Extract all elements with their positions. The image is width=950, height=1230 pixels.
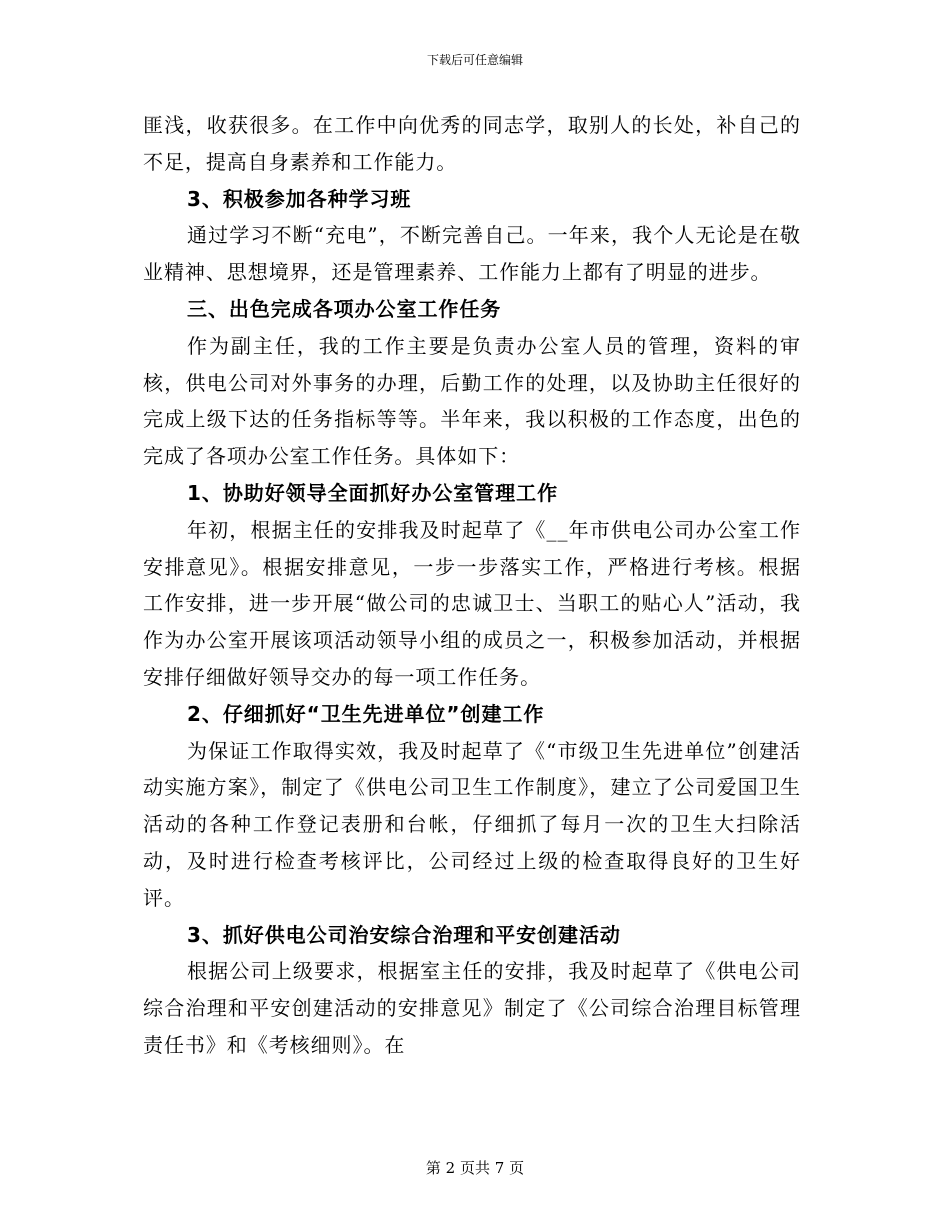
paragraph: 根据公司上级要求，根据室主任的安排，我及时起草了《供电公司综合治理和平安创建活动的安排意见》制定了《公司综合治理目标管理责任书》和《考核细则》。在 bbox=[143, 959, 801, 1057]
section-heading: 3、积极参加各种学习班 bbox=[187, 186, 412, 211]
section-heading: 三、出色完成各项办公室工作任务 bbox=[187, 296, 502, 321]
paragraph: 作为副主任，我的工作主要是负责办公室人员的管理，资料的审核，供电公司对外事务的办理，后勤工作的处理，以及协助主任很好的完成上级下达的任务指标等等。半年来，我以积极的工作态度，出色的完成了各项办公室工作任务。具体如下： bbox=[143, 333, 801, 469]
document-body bbox=[143, 107, 801, 1064]
section-heading: 1、协助好领导全面抓好办公室管理工作 bbox=[187, 480, 559, 505]
paragraph: 为保证工作取得实效，我及时起草了《“市级卫生先进单位”创建活动实施方案》，制定了《供电公司卫生工作制度》，建立了公司爱国卫生活动的各种工作登记表册和台帐，仔细抓了每月一次的卫生大扫除活动，及时进行检查考核评比，公司经过上级的检查取得良好的卫生好评。 bbox=[143, 738, 801, 910]
page-header: 下载后可任意编辑 bbox=[426, 53, 523, 67]
section-heading: 2、仔细抓好“卫生先进单位”创建工作 bbox=[187, 701, 545, 726]
page-footer: 第 2 页共 7 页 bbox=[425, 1159, 525, 1177]
paragraph: 匪浅，收获很多。在工作中向优秀的同志学，取别人的长处，补自己的不足，提高自身素养和工作能力。 bbox=[143, 113, 801, 174]
paragraph: 年初，根据主任的安排我及时起草了《__年市供电公司办公室工作安排意见》。根据安排意见，一步一步落实工作，严格进行考核。根据工作安排，进一步开展“做公司的忠诚卫士、当职工的贴心人”活动，我作为办公室开展该项活动领导小组的成员之一，积极参加活动，并根据安排仔细做好领导交办的每一项工作任务。 bbox=[143, 517, 801, 689]
paragraph: 通过学习不断“充电”，不断完善自己。一年来，我个人无论是在敬业精神、思想境界，还是管理素养、工作能力上都有了明显的进步。 bbox=[143, 223, 801, 285]
section-heading: 3、抓好供电公司治安综合治理和平安创建活动 bbox=[187, 922, 621, 947]
